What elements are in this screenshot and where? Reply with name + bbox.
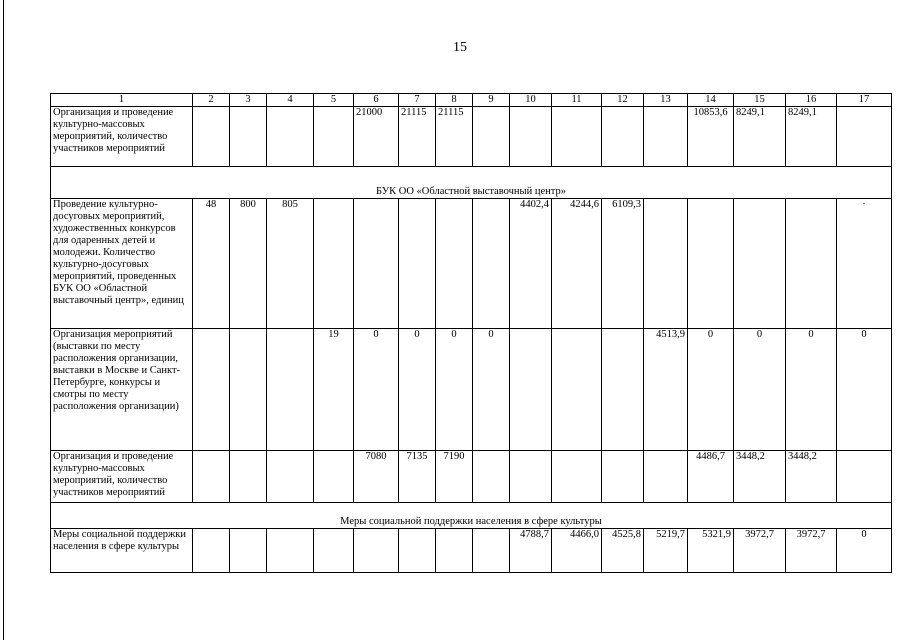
value-cell	[314, 451, 354, 503]
value-cell	[602, 329, 644, 451]
indicator-name: Организация мероприятий (выставки по месту расположения организации, выставки в Москве и Санкт-Петербурге, конкурсы и смотры по месту расположения организации)	[51, 329, 193, 451]
value-cell: 48	[193, 199, 230, 329]
value-cell	[230, 529, 267, 573]
value-cell: 4486,7	[688, 451, 734, 503]
value-cell: 6109,3	[602, 199, 644, 329]
value-cell: 5219,7	[644, 529, 688, 573]
value-cell	[688, 199, 734, 329]
value-cell: 4244,6	[552, 199, 602, 329]
value-cell	[786, 199, 837, 329]
value-cell	[230, 107, 267, 167]
column-number: 5	[314, 94, 354, 107]
column-number: 14	[688, 94, 734, 107]
column-number: 17	[837, 94, 892, 107]
value-cell	[314, 529, 354, 573]
value-cell	[473, 451, 510, 503]
value-cell	[644, 199, 688, 329]
value-cell: 0	[734, 329, 786, 451]
value-cell	[473, 199, 510, 329]
column-number: 4	[267, 94, 314, 107]
value-cell	[436, 199, 473, 329]
value-cell	[314, 199, 354, 329]
value-cell	[399, 529, 436, 573]
page-number: 15	[453, 40, 467, 55]
column-number-row	[51, 94, 892, 107]
column-number: 11	[552, 94, 602, 107]
value-cell	[644, 107, 688, 167]
column-number: 15	[734, 94, 786, 107]
value-cell: 21115	[399, 107, 436, 167]
value-cell	[267, 451, 314, 503]
column-number: 9	[473, 94, 510, 107]
value-cell	[602, 107, 644, 167]
value-cell: 8249,1	[786, 107, 837, 167]
value-cell	[314, 107, 354, 167]
value-cell	[473, 529, 510, 573]
value-cell	[193, 529, 230, 573]
value-cell	[193, 451, 230, 503]
section-header-row	[51, 503, 892, 529]
program-indicators-table	[50, 93, 892, 573]
value-cell: 7080	[354, 451, 399, 503]
value-cell: 0	[837, 529, 892, 573]
column-number: 10	[510, 94, 552, 107]
section-title: Меры социальной поддержки населения в сфере культуры	[51, 503, 892, 529]
value-cell: 21115	[436, 107, 473, 167]
value-cell: 0	[688, 329, 734, 451]
value-cell: 4788,7	[510, 529, 552, 573]
value-cell: 8249,1	[734, 107, 786, 167]
column-number: 16	[786, 94, 837, 107]
value-cell: 4525,8	[602, 529, 644, 573]
value-cell	[837, 107, 892, 167]
table-row	[51, 107, 892, 167]
column-number: 8	[436, 94, 473, 107]
table-row	[51, 451, 892, 503]
value-cell: 0	[786, 329, 837, 451]
value-cell: 0	[473, 329, 510, 451]
column-number: 13	[644, 94, 688, 107]
value-cell: 0	[837, 329, 892, 451]
value-cell	[267, 107, 314, 167]
value-cell	[837, 451, 892, 503]
value-cell	[230, 329, 267, 451]
value-cell	[230, 451, 267, 503]
value-cell: 800	[230, 199, 267, 329]
value-cell	[399, 199, 436, 329]
value-cell: ·	[837, 199, 892, 329]
value-cell	[193, 329, 230, 451]
value-cell	[602, 451, 644, 503]
value-cell: 3448,2	[734, 451, 786, 503]
value-cell: 0	[354, 329, 399, 451]
value-cell	[644, 451, 688, 503]
value-cell: 5321,9	[688, 529, 734, 573]
value-cell	[552, 451, 602, 503]
value-cell: 805	[267, 199, 314, 329]
value-cell: 4513,9	[644, 329, 688, 451]
value-cell	[193, 107, 230, 167]
value-cell: 7135	[399, 451, 436, 503]
column-number: 7	[399, 94, 436, 107]
section-header-row	[51, 167, 892, 199]
value-cell: 3448,2	[786, 451, 837, 503]
value-cell	[510, 329, 552, 451]
column-number: 3	[230, 94, 267, 107]
table-row	[51, 199, 892, 329]
value-cell: 3972,7	[786, 529, 837, 573]
value-cell: 0	[399, 329, 436, 451]
indicator-name: Проведение культурно-досуговых мероприятий, художественных конкурсов для одаренных детей и молодежи. Количество культурно-досуговых мероприятий, проведенных БУК ОО «Областной выставочный центр», единиц	[51, 199, 193, 329]
table-row	[51, 329, 892, 451]
value-cell	[267, 329, 314, 451]
indicator-name: Меры социальной поддержки населения в сфере культуры	[51, 529, 193, 573]
value-cell	[436, 529, 473, 573]
indicator-name: Организация и проведение культурно-массовых мероприятий, количество участников мероприятий	[51, 107, 193, 167]
value-cell	[510, 107, 552, 167]
value-cell: 4466,0	[552, 529, 602, 573]
column-number: 6	[354, 94, 399, 107]
value-cell	[734, 199, 786, 329]
indicator-name: Организация и проведение культурно-массовых мероприятий, количество участников мероприятий	[51, 451, 193, 503]
column-number: 12	[602, 94, 644, 107]
value-cell	[552, 329, 602, 451]
value-cell	[510, 451, 552, 503]
column-number: 1	[51, 94, 193, 107]
value-cell	[354, 199, 399, 329]
value-cell	[473, 107, 510, 167]
column-number: 2	[193, 94, 230, 107]
value-cell: 10853,6	[688, 107, 734, 167]
value-cell: 19	[314, 329, 354, 451]
value-cell	[354, 529, 399, 573]
value-cell: 0	[436, 329, 473, 451]
value-cell: 4402,4	[510, 199, 552, 329]
section-title: БУК ОО «Областной выставочный центр»	[51, 167, 892, 199]
scan-edge-line	[3, 0, 4, 640]
value-cell	[552, 107, 602, 167]
value-cell: 7190	[436, 451, 473, 503]
table-row	[51, 529, 892, 573]
value-cell	[267, 529, 314, 573]
value-cell: 21000	[354, 107, 399, 167]
value-cell: 3972,7	[734, 529, 786, 573]
